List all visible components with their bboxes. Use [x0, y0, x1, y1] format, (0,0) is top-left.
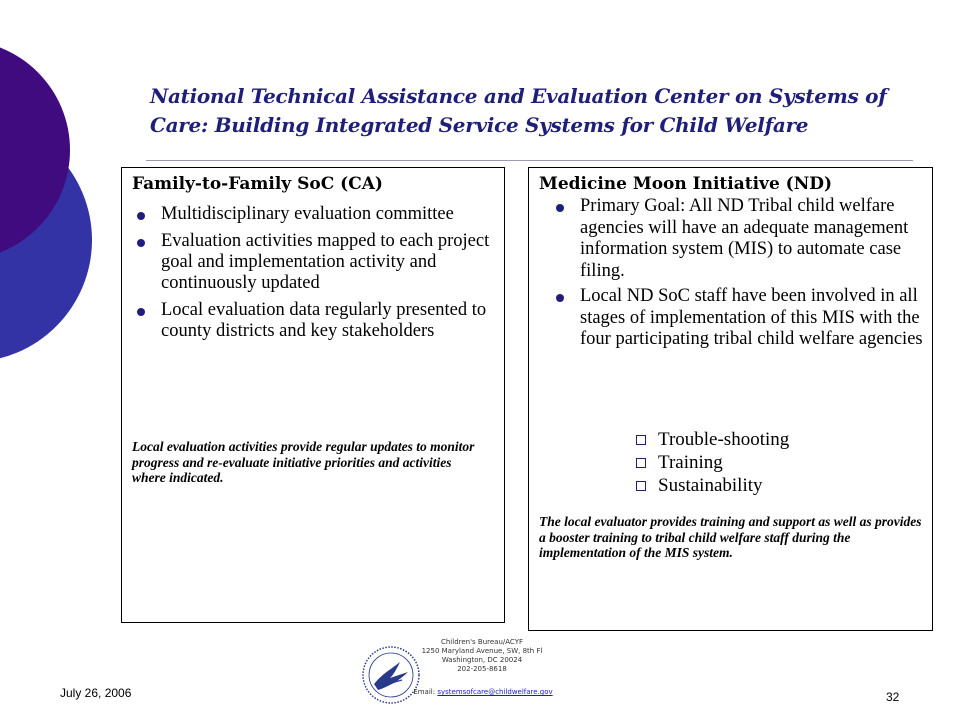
medicine-moon-box — [528, 167, 933, 631]
sub-list-item: Trouble-shooting — [636, 428, 789, 451]
family-to-family-box — [121, 167, 505, 623]
email-line — [398, 688, 568, 696]
slide-title: National Technical Assistance and Evaluation Center on Systems of Care: Building Integrated Service Systems for Child Welfare — [150, 84, 887, 137]
title-divider — [146, 160, 913, 161]
right-bullet-list — [553, 196, 923, 355]
list-item: Primary Goal: All ND Tribal child welfare agencies will have an adequate management information system (MIS) to automate case filing. — [553, 196, 923, 282]
sub-list-item: Training — [636, 451, 789, 474]
sub-list-item: Sustainability — [636, 474, 789, 497]
address-line: 202-205-8618 — [457, 665, 507, 673]
page-number: 32 — [886, 690, 900, 704]
address-block — [402, 638, 562, 674]
decorative-circles — [0, 0, 130, 420]
right-box-heading: Medicine Moon Initiative (ND) — [539, 174, 833, 194]
square-bullet-icon — [636, 458, 646, 468]
address-line: Children's Bureau/ACYF — [440, 638, 523, 646]
list-item: Multidisciplinary evaluation committee — [134, 204, 499, 225]
square-bullet-icon — [636, 481, 646, 491]
list-item: Local evaluation data regularly presented to county districts and key stakeholders — [134, 300, 499, 342]
right-box-note: The local evaluator provides training and support as well as provides a booster training to tribal child welfare staff during the implementation of the MIS system. — [539, 514, 922, 560]
bullet-dot-icon — [556, 204, 564, 212]
bullet-dot-icon — [137, 239, 145, 247]
email-link[interactable]: systemsofcare@childwelfare.gov — [437, 688, 553, 696]
footer-date: July 26, 2006 — [60, 686, 132, 700]
address-line: Washington, DC 20024 — [441, 656, 523, 664]
left-box-note: Local evaluation activities provide regular updates to monitor progress and re-evaluate initiative priorities and activities where indicated. — [132, 439, 475, 485]
left-bullet-list — [134, 204, 499, 348]
bullet-dot-icon — [137, 308, 145, 316]
square-bullet-icon — [636, 435, 646, 445]
sub-bullet-list — [636, 428, 789, 497]
list-item: Local ND SoC staff have been involved in all stages of implementation of this MIS with the four participating tribal child welfare agencies — [553, 286, 923, 351]
list-item: Evaluation activities mapped to each project goal and implementation activity and continuously updated — [134, 231, 499, 294]
left-box-heading: Family-to-Family SoC (CA) — [132, 174, 383, 194]
address-line: 1250 Maryland Avenue, SW, 8th Fl — [421, 647, 543, 655]
bullet-dot-icon — [137, 212, 145, 220]
email-label: Email: — [413, 688, 436, 696]
bullet-dot-icon — [556, 294, 564, 302]
